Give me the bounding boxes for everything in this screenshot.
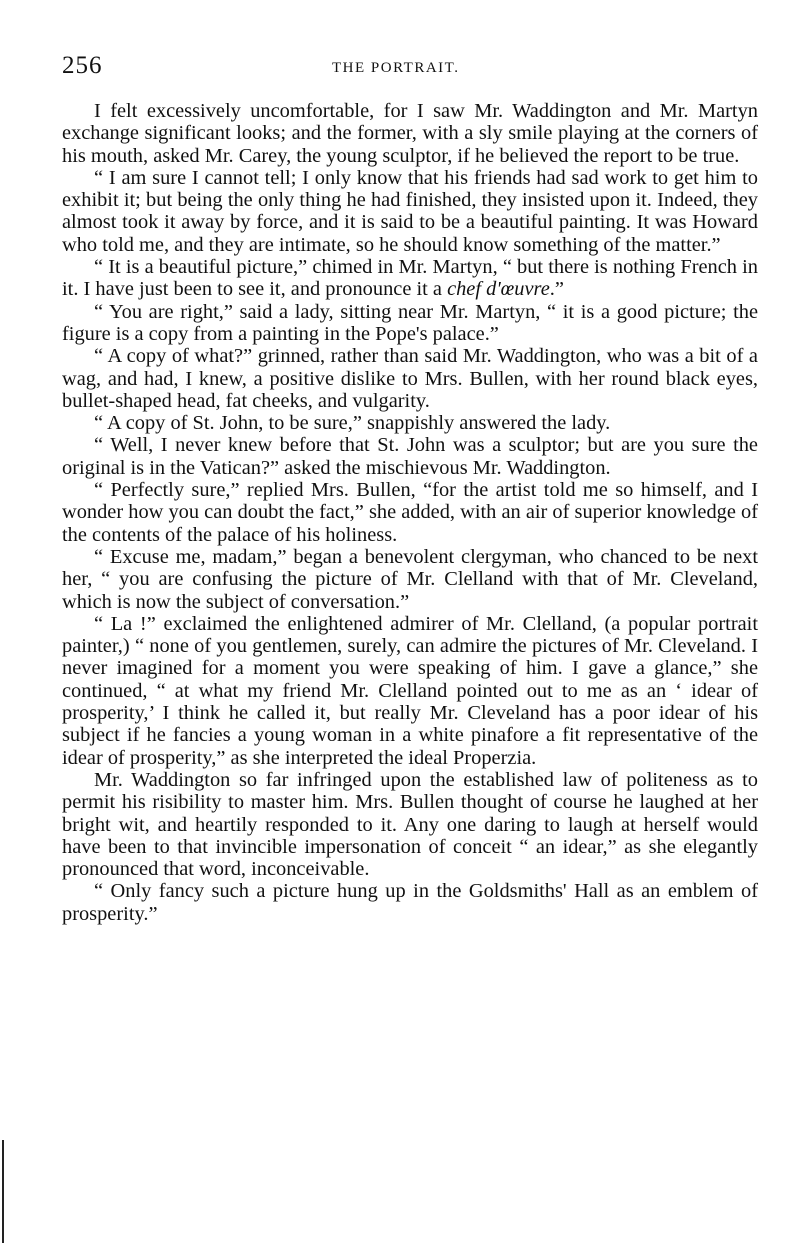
paragraph-1: I felt excessively uncomfortable, for I saw Mr. Waddington and Mr. Martyn exchange significant looks; and the former, with a sly smile playing at the corners of his mouth, asked Mr. Carey, the young sculptor, if he believed the report to be true. <box>62 100 758 167</box>
paragraph-10: “ La !” exclaimed the enlightened admirer of Mr. Clelland, (a popular portrait painter,) “ none of you gentlemen, surely, can admire the pictures of Mr. Cleveland. I never imagined for a moment you were speaking of him. I gave a glance,” she continued, “ at what my friend Mr. Clelland pointed out to me as an ‘ idear of prosperity,’ I think he called it, but really Mr. Cleveland has a poor idear of his subject if he fancies a young woman in a white pinafore a fit representative of the idear of prosperity,” as she interpreted the ideal Properzia. <box>62 612 758 769</box>
paragraph-7: “ Well, I never knew before that St. John was a sculptor; but are you sure the original is in the Vatican?” asked the mischievous Mr. Waddington. <box>62 434 758 479</box>
running-title: THE PORTRAIT. <box>332 60 460 76</box>
page-header <box>62 52 762 84</box>
paragraph-12: “ Only fancy such a picture hung up in the Goldsmiths' Hall as an emblem of prosperity.” <box>62 880 758 925</box>
paragraph-4: “ You are right,” said a lady, sitting near Mr. Martyn, “ it is a good picture; the figure is a copy from a painting in the Pope's palace.” <box>62 300 758 345</box>
scan-margin-line <box>2 1140 4 1243</box>
paragraph-2: “ I am sure I cannot tell; I only know that his friends had sad work to get him to exhibit it; but being the only thing he had finished, they insisted upon it. Indeed, they almost took it away by force, and it is said to be a beautiful painting. It was Howard who told me, and they are intimate, so he should know something of the matter.” <box>62 166 758 256</box>
paragraph-6: “ A copy of St. John, to be sure,” snappishly answered the lady. <box>94 412 611 435</box>
paragraph-9: “ Excuse me, madam,” began a benevolent clergyman, who chanced to be next her, “ you are confusing the picture of Mr. Clelland with that of Mr. Cleveland, which is now the subject of conversation.” <box>62 545 758 613</box>
paragraph-11: Mr. Waddington so far infringed upon the established law of politeness as to permit his risibility to master him. Mrs. Bullen thought of course he laughed at her bright wit, and heartily responded to it. Any one daring to laugh at herself would have been to that invincible impersonation of conceit “ an idear,” as she elegantly pronounced that word, inconceivable. <box>62 768 758 881</box>
page-number: 256 <box>62 52 103 79</box>
paragraph-8: “ Perfectly sure,” replied Mrs. Bullen, “for the artist told me so himself, and I wonder how you can doubt the fact,” she added, with an air of superior knowledge of the contents of the palace of his holiness. <box>62 479 758 546</box>
paragraph-5: “ A copy of what?” grinned, rather than said Mr. Waddington, who was a bit of a wag, and had, I knew, a positive dislike to Mrs. Bullen, with her round black eyes, bullet-shaped head, fat cheeks, and vulgarity. <box>62 345 758 412</box>
body-text <box>62 100 758 925</box>
italic-phrase: chef d'œuvre <box>447 278 550 301</box>
paragraph-3: “ It is a beautiful picture,” chimed in Mr. Martyn, “ but there is nothing French in it. I have just been to see it, and pronounce it a chef d'œuvre.” <box>62 256 758 301</box>
